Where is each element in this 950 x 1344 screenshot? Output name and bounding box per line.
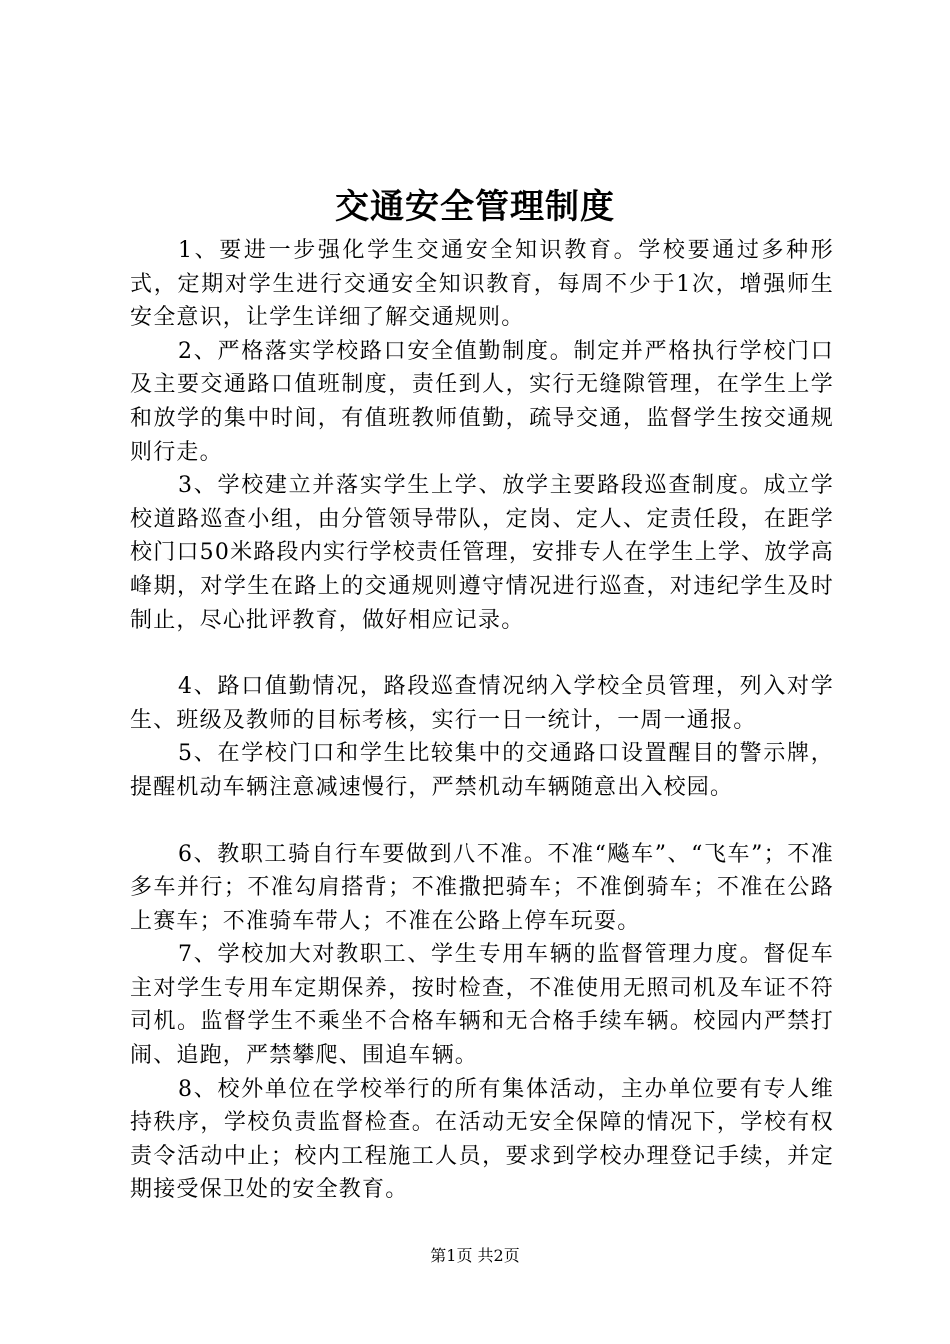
paragraph-8: 8、校外单位在学校举行的所有集体活动，主办单位要有专人维持秩序，学校负责监督检查。在活动无安全保障的情况下，学校有权责令活动中止；校内工程施工人员，要求到学校办理登记手续，并定期接受保卫处的安全教育。	[130, 1076, 834, 1203]
paragraph-7: 7、学校加大对教职工、学生专用车辆的监督管理力度。督促车主对学生专用车定期保养，按时检查，不准使用无照司机及车证不符司机。监督学生不乘坐不合格车辆和无合格手续车辆。校园内严禁打闹、追跑，严禁攀爬、围追车辆。	[130, 942, 834, 1069]
page-number-footer: 第1页 共2页	[430, 1246, 520, 1265]
document-title: 交通安全管理制度	[335, 187, 615, 227]
paragraph-1: 1、要进一步强化学生交通安全知识教育。学校要通过多种形式，定期对学生进行交通安全知识教育，每周不少于1次，增强师生安全意识，让学生详细了解交通规则。	[130, 238, 834, 331]
paragraph-2: 2、严格落实学校路口安全值勤制度。制定并严格执行学校门口及主要交通路口值班制度，责任到人，实行无缝隙管理，在学生上学和放学的集中时间，有值班教师值勤，疏导交通，监督学生按交通规则行走。	[130, 338, 834, 465]
document-body	[130, 234, 834, 1207]
paragraph-6: 6、教职工骑自行车要做到八不准。不准“飚车”、“飞车”；不准多车并行；不准勾肩搭背；不准撒把骑车；不准倒骑车；不准在公路上赛车；不准骑车带人；不准在公路上停车玩耍。	[130, 841, 834, 934]
paragraph-5: 5、在学校门口和学生比较集中的交通路口设置醒目的警示牌，提醒机动车辆注意减速慢行，严禁机动车辆随意出入校园。	[130, 741, 834, 800]
paragraph-4: 4、路口值勤情况，路段巡查情况纳入学校全员管理，列入对学生、班级及教师的目标考核，实行一日一统计，一周一通报。	[130, 674, 834, 733]
paragraph-3: 3、学校建立并落实学生上学、放学主要路段巡查制度。成立学校道路巡查小组，由分管领导带队，定岗、定人、定责任段，在距学校门口50米路段内实行学校责任管理，安排专人在学生上学、放学高峰期，对学生在路上的交通规则遵守情况进行巡查，对违纪学生及时制止，尽心批评教育，做好相应记录。	[130, 473, 834, 633]
